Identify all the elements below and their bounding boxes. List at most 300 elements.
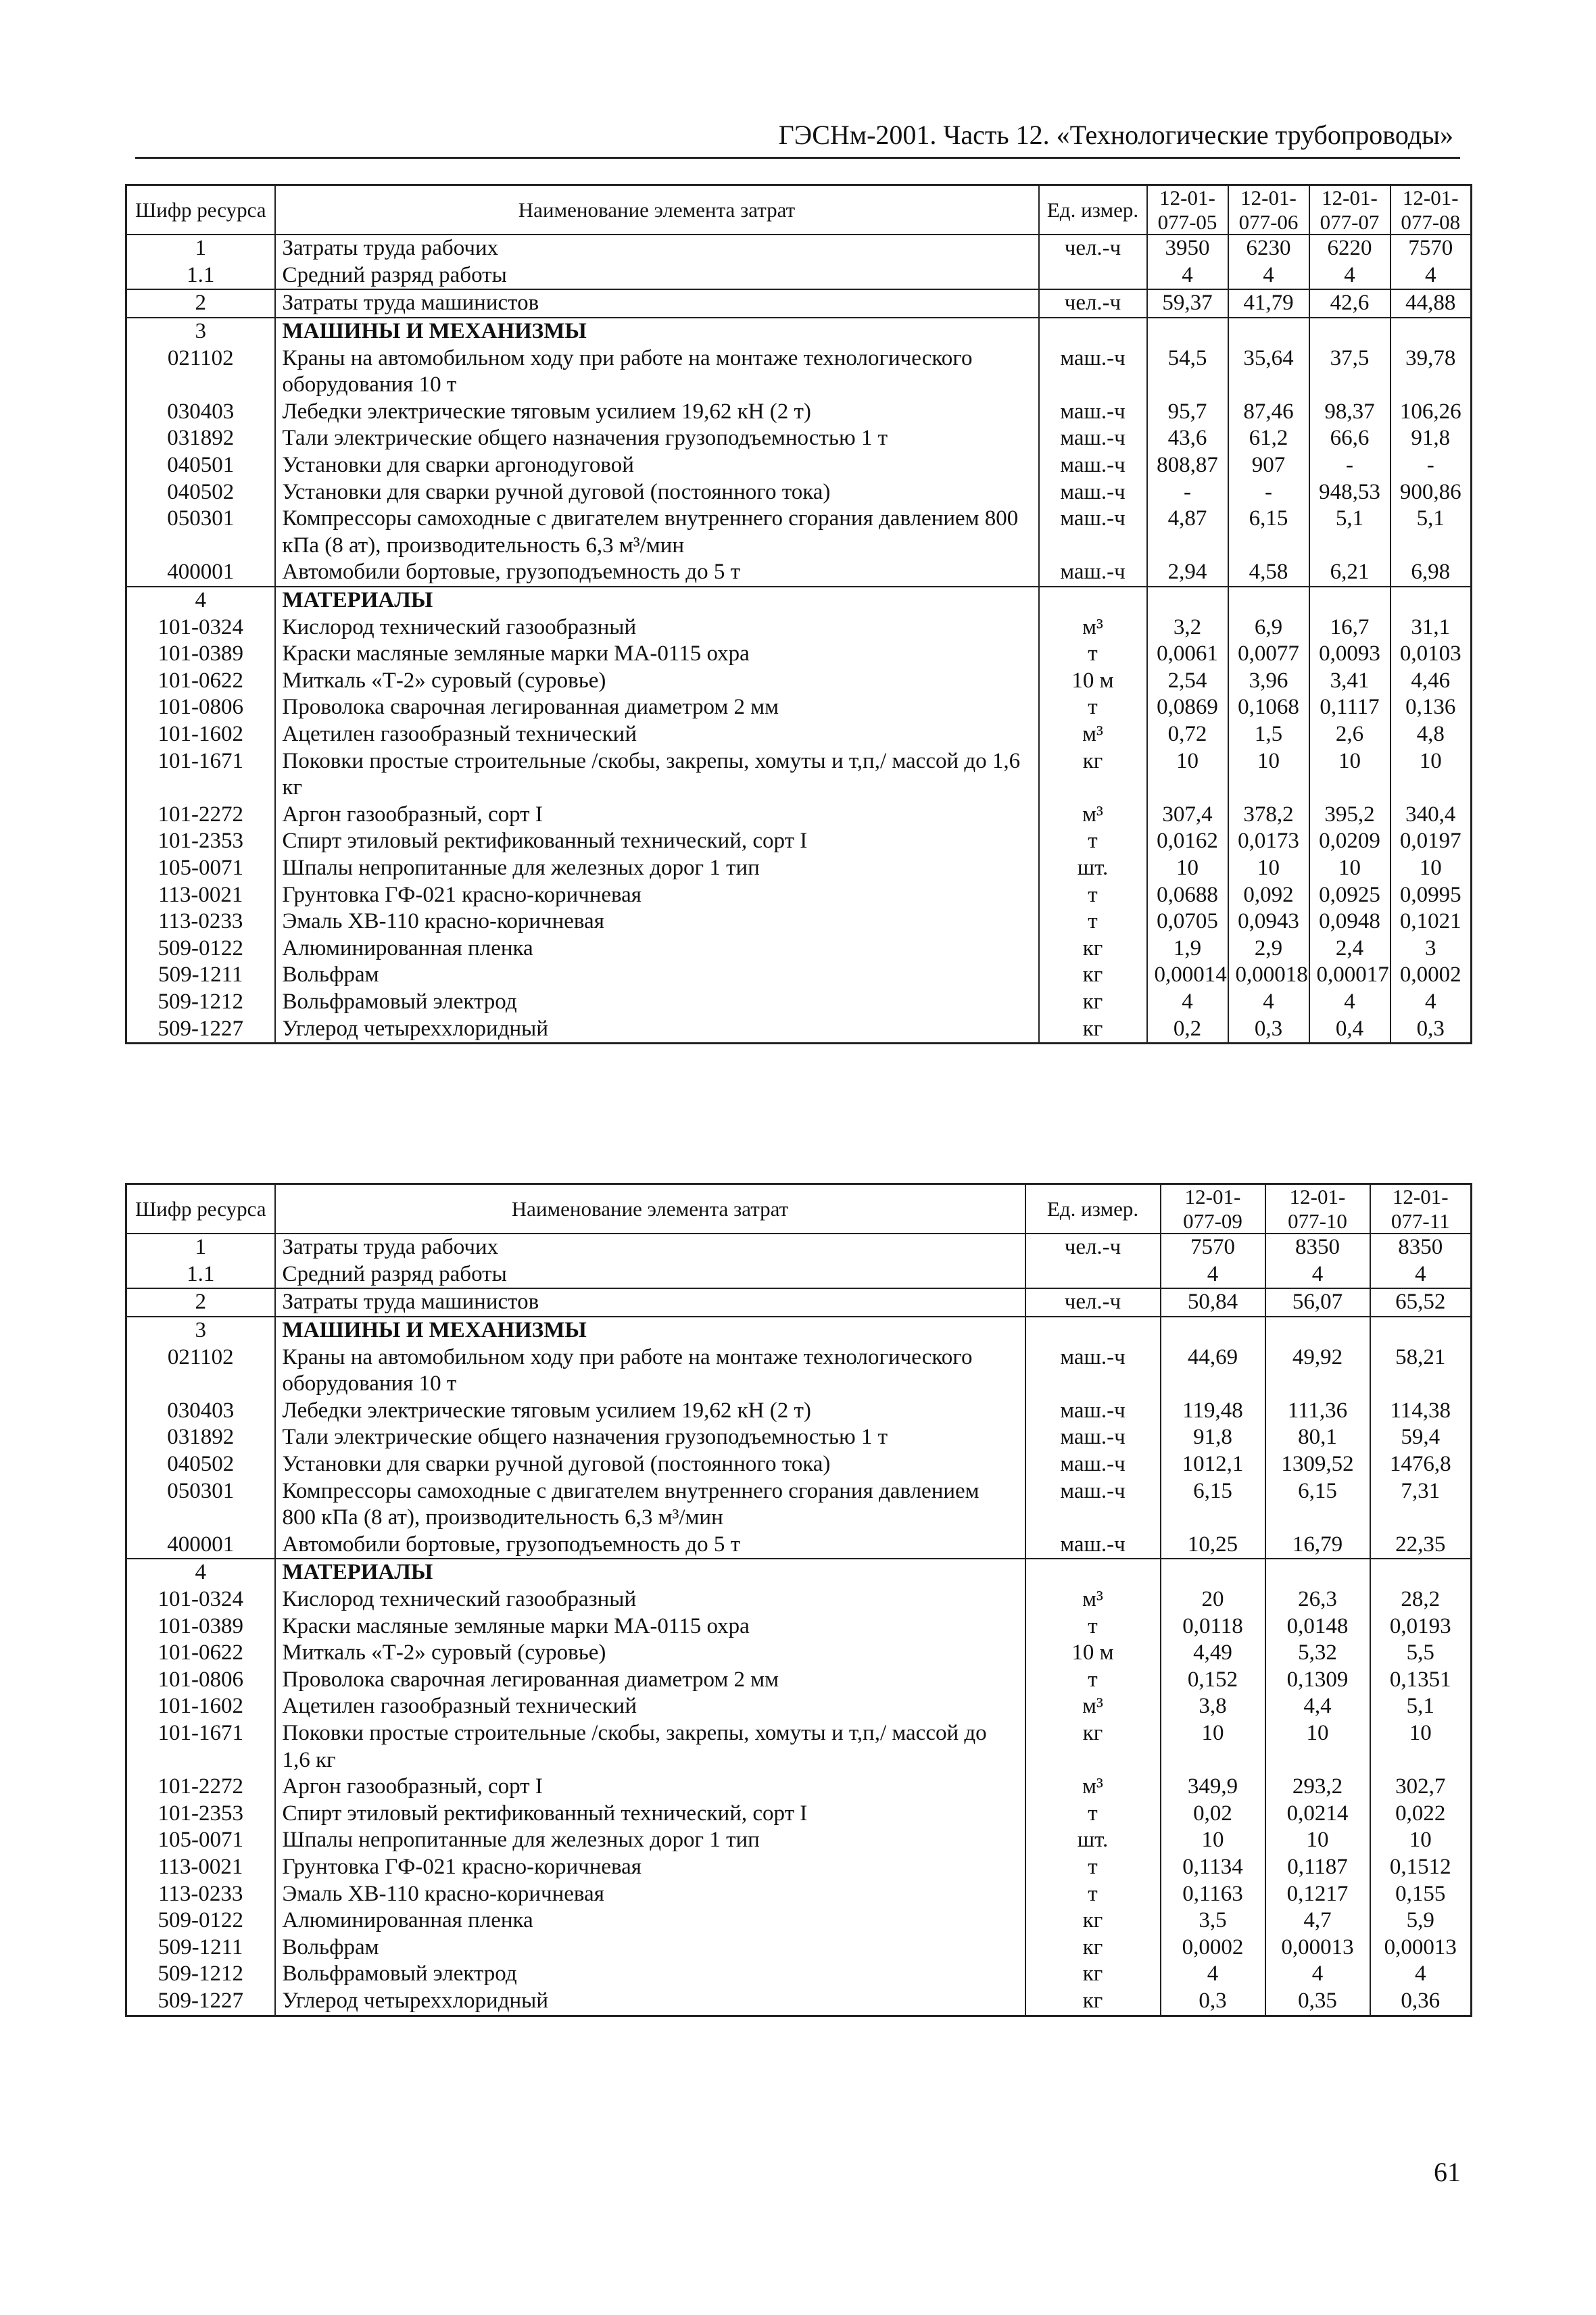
- unit-cell: маш.-ч: [1039, 506, 1147, 559]
- value-cell: 65,52: [1370, 1288, 1472, 1317]
- value-cell: 59,37: [1147, 289, 1228, 318]
- value-cell: 10: [1147, 748, 1228, 802]
- table-row: [126, 935, 1472, 962]
- resource-code-cell: 400001: [126, 1532, 275, 1559]
- unit-cell: маш.-ч: [1025, 1478, 1161, 1532]
- value-cell: 98,37: [1309, 399, 1391, 426]
- unit-cell: м³: [1039, 721, 1147, 748]
- resource-code-cell: 1: [126, 235, 275, 262]
- table-row: [126, 694, 1472, 721]
- value-cell: 91,8: [1391, 425, 1472, 452]
- value-cell: 91,8: [1161, 1424, 1265, 1451]
- resource-code-cell: 4: [126, 587, 275, 614]
- table-row: [126, 855, 1472, 882]
- unit-cell: кг: [1039, 989, 1147, 1016]
- value-cell: 0,092: [1228, 882, 1309, 909]
- value-cell: 0,3: [1228, 1016, 1309, 1044]
- table-row: [126, 1398, 1472, 1425]
- table-row: [126, 1559, 1472, 1586]
- resource-code-cell: 050301: [126, 1478, 275, 1532]
- value-cell: 808,87: [1147, 452, 1228, 479]
- value-cell: 1309,52: [1265, 1451, 1370, 1478]
- table-row: [126, 1261, 1472, 1289]
- unit-cell: т: [1025, 1801, 1161, 1828]
- value-cell: 44,88: [1391, 289, 1472, 318]
- value-cell: 1476,8: [1370, 1451, 1472, 1478]
- value-cell: 22,35: [1370, 1532, 1472, 1559]
- resource-code-cell: 031892: [126, 425, 275, 452]
- resource-name-cell: Эмаль ХВ-110 красно-коричневая: [275, 908, 1039, 935]
- value-cell: 6,9: [1228, 614, 1309, 641]
- value-cell: 10: [1309, 748, 1391, 802]
- value-cell: 0,0995: [1391, 882, 1472, 909]
- resource-name-cell: Шпалы непропитанные для железных дорог 1 тип: [275, 1827, 1025, 1854]
- value-cell: 0,1021: [1391, 908, 1472, 935]
- value-cell: 4,8: [1391, 721, 1472, 748]
- value-cell: 39,78: [1391, 345, 1472, 399]
- resource-name-cell: Кислород технический газообразный: [275, 614, 1039, 641]
- table-row: [126, 962, 1472, 989]
- value-cell: 4: [1391, 262, 1472, 290]
- resource-name-cell: Автомобили бортовые, грузоподъемность до 5 т: [275, 559, 1039, 587]
- resource-name-cell: Кислород технический газообразный: [275, 1586, 1025, 1613]
- unit-cell: кг: [1039, 748, 1147, 802]
- value-cell: 10: [1161, 1720, 1265, 1774]
- resource-code-cell: 3: [126, 1317, 275, 1344]
- table-body: [126, 235, 1472, 1043]
- resource-code-cell: 101-1671: [126, 748, 275, 802]
- value-cell: 4: [1161, 1961, 1265, 1988]
- table-row: [126, 1881, 1472, 1908]
- unit-cell: шт.: [1025, 1827, 1161, 1854]
- value-cell: 4: [1228, 989, 1309, 1016]
- value-cell: 1012,1: [1161, 1451, 1265, 1478]
- value-cell: 0,1134: [1161, 1854, 1265, 1881]
- resource-name-cell: МАТЕРИАЛЫ: [275, 587, 1039, 614]
- resource-code-cell: 031892: [126, 1424, 275, 1451]
- value-cell: 4,49: [1161, 1640, 1265, 1667]
- value-cell: 0,1309: [1265, 1667, 1370, 1694]
- resource-code-cell: 040502: [126, 479, 275, 506]
- value-cell: 16,79: [1265, 1532, 1370, 1559]
- resource-code-cell: 509-1212: [126, 989, 275, 1016]
- column-header: Ед. измер.: [1025, 1184, 1161, 1234]
- value-cell: 4,87: [1147, 506, 1228, 559]
- resource-name-cell: Аргон газообразный, сорт I: [275, 802, 1039, 829]
- unit-cell: 10 м: [1025, 1640, 1161, 1667]
- table-row: [126, 345, 1472, 399]
- resource-name-cell: Ацетилен газообразный технический: [275, 721, 1039, 748]
- table-row: [126, 721, 1472, 748]
- resource-code-cell: 113-0021: [126, 1854, 275, 1881]
- unit-cell: чел.-ч: [1039, 289, 1147, 318]
- table-row: [126, 1451, 1472, 1478]
- resource-code-cell: 101-1602: [126, 721, 275, 748]
- value-cell: 16,7: [1309, 614, 1391, 641]
- resource-code-cell: 509-1227: [126, 1988, 275, 2016]
- value-cell: 95,7: [1147, 399, 1228, 426]
- column-header: 12-01-077-08: [1391, 185, 1472, 235]
- resource-name-cell: Спирт этиловый ректификованный технический, сорт I: [275, 828, 1039, 855]
- value-cell: 293,2: [1265, 1774, 1370, 1801]
- value-cell: [1161, 1317, 1265, 1344]
- resource-name-cell: Проволока сварочная легированная диаметром 2 мм: [275, 1667, 1025, 1694]
- unit-cell: кг: [1025, 1720, 1161, 1774]
- table-row: [126, 452, 1472, 479]
- value-cell: 44,69: [1161, 1344, 1265, 1398]
- value-cell: 1,9: [1147, 935, 1228, 962]
- resource-name-cell: Автомобили бортовые, грузоподъемность до 5 т: [275, 1532, 1025, 1559]
- unit-cell: [1039, 262, 1147, 290]
- table-row: [126, 1016, 1472, 1044]
- resource-name-cell: Эмаль ХВ-110 красно-коричневая: [275, 1881, 1025, 1908]
- resource-name-cell: Вольфрамовый электрод: [275, 1961, 1025, 1988]
- value-cell: 43,6: [1147, 425, 1228, 452]
- table-row: [126, 1907, 1472, 1934]
- value-cell: 7570: [1161, 1234, 1265, 1261]
- value-cell: 20: [1161, 1586, 1265, 1613]
- value-cell: 0,0173: [1228, 828, 1309, 855]
- resource-name-cell: Затраты труда машинистов: [275, 1288, 1025, 1317]
- resource-code-cell: 4: [126, 1559, 275, 1586]
- table-row: [126, 1961, 1472, 1988]
- resource-name-cell: Лебедки электрические тяговым усилием 19,62 кН (2 т): [275, 399, 1039, 426]
- table-row: [126, 1288, 1472, 1317]
- value-cell: 2,54: [1147, 668, 1228, 695]
- table-row: [126, 1934, 1472, 1961]
- value-cell: 3,41: [1309, 668, 1391, 695]
- value-cell: -: [1147, 479, 1228, 506]
- value-cell: [1147, 318, 1228, 345]
- resource-code-cell: 509-0122: [126, 1907, 275, 1934]
- resource-code-cell: 2: [126, 1288, 275, 1317]
- table-row: [126, 1478, 1472, 1532]
- value-cell: 58,21: [1370, 1344, 1472, 1398]
- value-cell: 4: [1147, 989, 1228, 1016]
- value-cell: 2,94: [1147, 559, 1228, 587]
- value-cell: [1228, 587, 1309, 614]
- value-cell: 0,36: [1370, 1988, 1472, 2016]
- value-cell: 0,0214: [1265, 1801, 1370, 1828]
- value-cell: 10: [1147, 855, 1228, 882]
- table-row: [126, 908, 1472, 935]
- resource-table-1: [125, 184, 1472, 1044]
- value-cell: 0,3: [1161, 1988, 1265, 2016]
- unit-cell: т: [1025, 1667, 1161, 1694]
- resource-name-cell: Алюминированная пленка: [275, 935, 1039, 962]
- value-cell: 7570: [1391, 235, 1472, 262]
- value-cell: 0,0162: [1147, 828, 1228, 855]
- resource-name-cell: Проволока сварочная легированная диаметром 2 мм: [275, 694, 1039, 721]
- page-header: [135, 115, 1460, 159]
- resource-name-cell: Тали электрические общего назначения грузоподъемностью 1 т: [275, 1424, 1025, 1451]
- table-row: [126, 318, 1472, 345]
- resource-name-cell: Шпалы непропитанные для железных дорог 1 тип: [275, 855, 1039, 882]
- table-row: [126, 425, 1472, 452]
- resource-code-cell: 400001: [126, 559, 275, 587]
- value-cell: 0,1351: [1370, 1667, 1472, 1694]
- column-header: Шифр ресурса: [126, 1184, 275, 1234]
- unit-cell: т: [1025, 1613, 1161, 1640]
- resource-code-cell: 050301: [126, 506, 275, 559]
- unit-cell: [1025, 1261, 1161, 1289]
- value-cell: [1147, 587, 1228, 614]
- value-cell: 0,0193: [1370, 1613, 1472, 1640]
- value-cell: 2,6: [1309, 721, 1391, 748]
- value-cell: 3,96: [1228, 668, 1309, 695]
- resource-name-cell: МАТЕРИАЛЫ: [275, 1559, 1025, 1586]
- unit-cell: кг: [1025, 1961, 1161, 1988]
- resource-code-cell: 101-2272: [126, 802, 275, 829]
- resource-code-cell: 1.1: [126, 1261, 275, 1289]
- table-header-row: [126, 185, 1472, 235]
- resource-code-cell: 021102: [126, 1344, 275, 1398]
- value-cell: 0,2: [1147, 1016, 1228, 1044]
- value-cell: 0,1512: [1370, 1854, 1472, 1881]
- unit-cell: чел.-ч: [1025, 1288, 1161, 1317]
- unit-cell: маш.-ч: [1025, 1398, 1161, 1425]
- value-cell: 5,5: [1370, 1640, 1472, 1667]
- value-cell: 0,0002: [1161, 1934, 1265, 1961]
- table-row: [126, 479, 1472, 506]
- value-cell: 49,92: [1265, 1344, 1370, 1398]
- resource-code-cell: 1: [126, 1234, 275, 1261]
- resource-code-cell: 509-1211: [126, 1934, 275, 1961]
- unit-cell: маш.-ч: [1039, 399, 1147, 426]
- resource-name-cell: Ацетилен газообразный технический: [275, 1693, 1025, 1720]
- resource-code-cell: 101-2353: [126, 1801, 275, 1828]
- value-cell: 6,98: [1391, 559, 1472, 587]
- table-row: [126, 1801, 1472, 1828]
- table-row: [126, 1693, 1472, 1720]
- value-cell: 907: [1228, 452, 1309, 479]
- unit-cell: шт.: [1039, 855, 1147, 882]
- value-cell: 0,155: [1370, 1881, 1472, 1908]
- resource-code-cell: 101-1602: [126, 1693, 275, 1720]
- resource-name-cell: Вольфрамовый электрод: [275, 989, 1039, 1016]
- unit-cell: чел.-ч: [1025, 1234, 1161, 1261]
- value-cell: 0,136: [1391, 694, 1472, 721]
- value-cell: 6220: [1309, 235, 1391, 262]
- unit-cell: т: [1039, 908, 1147, 935]
- value-cell: 0,35: [1265, 1988, 1370, 2016]
- value-cell: 3,8: [1161, 1693, 1265, 1720]
- resource-name-cell: Алюминированная пленка: [275, 1907, 1025, 1934]
- value-cell: 10: [1161, 1827, 1265, 1854]
- unit-cell: маш.-ч: [1039, 559, 1147, 587]
- value-cell: 4: [1309, 262, 1391, 290]
- unit-cell: т: [1025, 1881, 1161, 1908]
- value-cell: [1161, 1559, 1265, 1586]
- value-cell: 4: [1147, 262, 1228, 290]
- value-cell: 2,4: [1309, 935, 1391, 962]
- column-header: 12-01-077-07: [1309, 185, 1391, 235]
- unit-cell: маш.-ч: [1025, 1424, 1161, 1451]
- table-row: [126, 1827, 1472, 1854]
- value-cell: 5,1: [1309, 506, 1391, 559]
- resource-code-cell: 101-2272: [126, 1774, 275, 1801]
- resource-code-cell: 101-0324: [126, 614, 275, 641]
- value-cell: 0,0869: [1147, 694, 1228, 721]
- unit-cell: м³: [1039, 614, 1147, 641]
- resource-name-cell: Затраты труда рабочих: [275, 235, 1039, 262]
- resource-name-cell: Средний разряд работы: [275, 262, 1039, 290]
- value-cell: 3,2: [1147, 614, 1228, 641]
- resource-code-cell: 101-0806: [126, 694, 275, 721]
- table-row: [126, 1720, 1472, 1774]
- value-cell: 10,25: [1161, 1532, 1265, 1559]
- column-header: Наименование элемента затрат: [275, 185, 1039, 235]
- table-row: [126, 828, 1472, 855]
- resource-code-cell: 101-0389: [126, 641, 275, 668]
- value-cell: 4: [1161, 1261, 1265, 1289]
- unit-cell: маш.-ч: [1025, 1532, 1161, 1559]
- value-cell: 5,9: [1370, 1907, 1472, 1934]
- unit-cell: [1039, 587, 1147, 614]
- resource-name-cell: МАШИНЫ И МЕХАНИЗМЫ: [275, 318, 1039, 345]
- value-cell: 7,31: [1370, 1478, 1472, 1532]
- resource-name-cell: Компрессоры самоходные с двигателем внутреннего сгорания давлением 800 кПа (8 ат), производительность 6,3 м³/мин: [275, 1478, 1025, 1532]
- unit-cell: кг: [1039, 1016, 1147, 1044]
- table-row: [126, 1317, 1472, 1344]
- value-cell: [1265, 1317, 1370, 1344]
- value-cell: 50,84: [1161, 1288, 1265, 1317]
- value-cell: 10: [1309, 855, 1391, 882]
- unit-cell: кг: [1025, 1907, 1161, 1934]
- table-row: [126, 1854, 1472, 1881]
- value-cell: 10: [1370, 1720, 1472, 1774]
- resource-name-cell: МАШИНЫ И МЕХАНИЗМЫ: [275, 1317, 1025, 1344]
- value-cell: 56,07: [1265, 1288, 1370, 1317]
- table-row: [126, 399, 1472, 426]
- unit-cell: кг: [1025, 1934, 1161, 1961]
- resource-code-cell: 030403: [126, 1398, 275, 1425]
- value-cell: [1391, 318, 1472, 345]
- resource-code-cell: 030403: [126, 399, 275, 426]
- resource-name-cell: Затраты труда машинистов: [275, 289, 1039, 318]
- column-header: 12-01-077-05: [1147, 185, 1228, 235]
- value-cell: 0,0209: [1309, 828, 1391, 855]
- resource-code-cell: 509-1211: [126, 962, 275, 989]
- table-row: [126, 802, 1472, 829]
- resource-code-cell: 509-1227: [126, 1016, 275, 1044]
- unit-cell: т: [1039, 694, 1147, 721]
- value-cell: 106,26: [1391, 399, 1472, 426]
- resource-name-cell: Поковки простые строительные /скобы, закрепы, хомуты и т,п,/ массой до 1,6 кг: [275, 748, 1039, 802]
- table-row: [126, 506, 1472, 559]
- value-cell: [1309, 318, 1391, 345]
- value-cell: 59,4: [1370, 1424, 1472, 1451]
- value-cell: 0,0061: [1147, 641, 1228, 668]
- unit-cell: маш.-ч: [1025, 1451, 1161, 1478]
- value-cell: [1370, 1317, 1472, 1344]
- value-cell: 4,7: [1265, 1907, 1370, 1934]
- value-cell: 4: [1370, 1961, 1472, 1988]
- resource-code-cell: 040501: [126, 452, 275, 479]
- value-cell: 10: [1265, 1720, 1370, 1774]
- header-title: ГЭСНм-2001. Часть 12. «Технологические трубопроводы»: [778, 120, 1453, 150]
- unit-cell: м³: [1025, 1586, 1161, 1613]
- resource-code-cell: 101-0389: [126, 1613, 275, 1640]
- resource-name-cell: Миткаль «Т-2» суровый (суровье): [275, 668, 1039, 695]
- table-row: [126, 1344, 1472, 1398]
- table-row: [126, 668, 1472, 695]
- value-cell: 1,5: [1228, 721, 1309, 748]
- value-cell: 395,2: [1309, 802, 1391, 829]
- table-row: [126, 1613, 1472, 1640]
- resource-code-cell: 113-0233: [126, 908, 275, 935]
- table-row: [126, 1988, 1472, 2016]
- value-cell: 61,2: [1228, 425, 1309, 452]
- column-header: 12-01-077-10: [1265, 1184, 1370, 1234]
- value-cell: 4: [1309, 989, 1391, 1016]
- value-cell: 10: [1391, 748, 1472, 802]
- value-cell: 10: [1391, 855, 1472, 882]
- value-cell: -: [1228, 479, 1309, 506]
- table-header-row: [126, 1184, 1472, 1234]
- value-cell: 10: [1265, 1827, 1370, 1854]
- value-cell: 3: [1391, 935, 1472, 962]
- value-cell: [1370, 1559, 1472, 1586]
- value-cell: 349,9: [1161, 1774, 1265, 1801]
- resource-name-cell: Спирт этиловый ректификованный технический, сорт I: [275, 1801, 1025, 1828]
- value-cell: 41,79: [1228, 289, 1309, 318]
- value-cell: 5,1: [1391, 506, 1472, 559]
- resource-code-cell: 509-0122: [126, 935, 275, 962]
- column-header: 12-01-077-11: [1370, 1184, 1472, 1234]
- resource-name-cell: Затраты труда рабочих: [275, 1234, 1025, 1261]
- table-row: [126, 1774, 1472, 1801]
- value-cell: 4,58: [1228, 559, 1309, 587]
- unit-cell: маш.-ч: [1039, 479, 1147, 506]
- column-header: Наименование элемента затрат: [275, 1184, 1025, 1234]
- value-cell: 0,00017: [1309, 962, 1391, 989]
- value-cell: 0,00014: [1147, 962, 1228, 989]
- value-cell: 87,46: [1228, 399, 1309, 426]
- value-cell: [1228, 318, 1309, 345]
- table-row: [126, 289, 1472, 318]
- value-cell: 0,0943: [1228, 908, 1309, 935]
- value-cell: 8350: [1265, 1234, 1370, 1261]
- value-cell: 5,1: [1370, 1693, 1472, 1720]
- column-header: 12-01-077-09: [1161, 1184, 1265, 1234]
- resource-code-cell: 101-0622: [126, 668, 275, 695]
- value-cell: 0,3: [1391, 1016, 1472, 1044]
- value-cell: 900,86: [1391, 479, 1472, 506]
- resource-name-cell: Грунтовка ГФ-021 красно-коричневая: [275, 882, 1039, 909]
- value-cell: 0,0093: [1309, 641, 1391, 668]
- resource-name-cell: Компрессоры самоходные с двигателем внутреннего сгорания давлением 800 кПа (8 ат), производительность 6,3 м³/мин: [275, 506, 1039, 559]
- resource-code-cell: 101-2353: [126, 828, 275, 855]
- value-cell: 0,0197: [1391, 828, 1472, 855]
- value-cell: 307,4: [1147, 802, 1228, 829]
- value-cell: 4: [1391, 989, 1472, 1016]
- column-header: 12-01-077-06: [1228, 185, 1309, 235]
- unit-cell: т: [1039, 882, 1147, 909]
- column-header: Шифр ресурса: [126, 185, 275, 235]
- value-cell: 0,0118: [1161, 1613, 1265, 1640]
- unit-cell: т: [1039, 641, 1147, 668]
- table-row: [126, 614, 1472, 641]
- unit-cell: маш.-ч: [1025, 1344, 1161, 1398]
- value-cell: 114,38: [1370, 1398, 1472, 1425]
- value-cell: [1265, 1559, 1370, 1586]
- value-cell: 10: [1228, 855, 1309, 882]
- value-cell: 0,00018: [1228, 962, 1309, 989]
- value-cell: [1391, 587, 1472, 614]
- value-cell: 0,0705: [1147, 908, 1228, 935]
- unit-cell: кг: [1039, 935, 1147, 962]
